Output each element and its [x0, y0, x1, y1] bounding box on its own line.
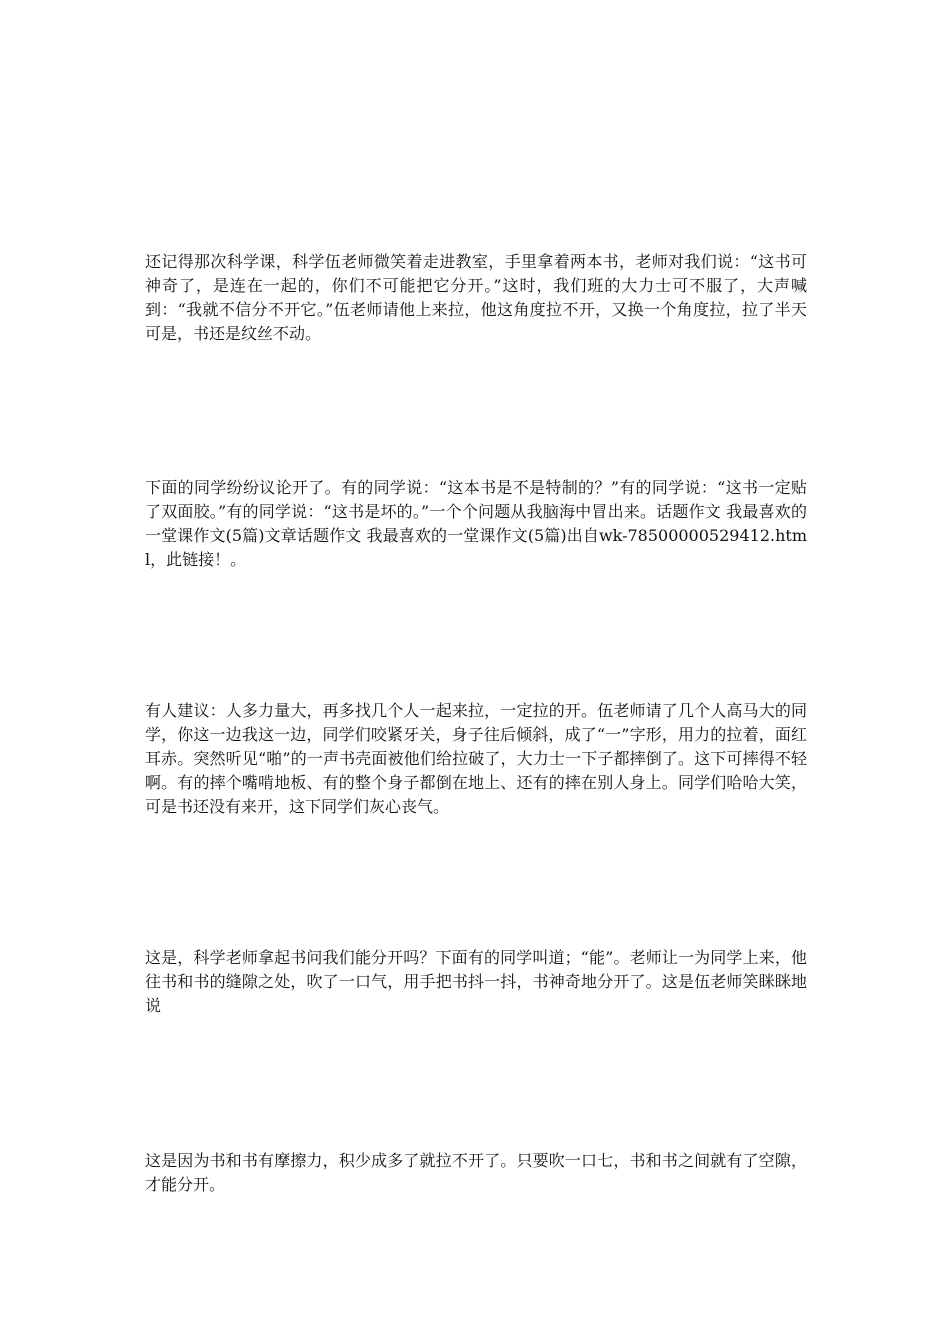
paragraph-group-pulling: 有人建议：人多力量大，再多找几个人一起来拉，一定拉的开。伍老师请了几个人高马大的同学，你这一边我这一边，同学们咬紧牙关，身子往后倾斜，成了“一”字形，用力的拉着，面红耳赤。突然听见“啪”的一声书壳面被他们给拉破了，大力士一下子都摔倒了。这下可摔得不轻啊。有的摔个嘴啃地板、有的整个身子都倒在地上、还有的摔在别人身上。同学们哈哈大笑，可是书还没有来开，这下同学们灰心丧气。	[145, 701, 807, 816]
paragraph-science-class-intro: 还记得那次科学课，科学伍老师微笑着走进教室，手里拿着两本书，老师对我们说：“这书可神奇了，是连在一起的，你们不可能把它分开。”这时，我们班的大力士可不服了，大声喊到：“我就不信分不开它。”伍老师请他上来拉，他这角度拉不开，又换一个角度拉，拉了半天可是，书还是纹丝不动。	[145, 252, 807, 343]
paragraph-teacher-separates-books: 这是，科学老师拿起书问我们能分开吗？下面有的同学叫道；“能”。老师让一为同学上来，他往书和书的缝隙之处，吹了一口气，用手把书抖一抖，书神奇地分开了。这是伍老师笑眯眯地说	[145, 948, 807, 1015]
paragraph-classmates-discussion: 下面的同学纷纷议论开了。有的同学说：“这本书是不是特制的？”有的同学说：“这书一定贴了双面胶。”有的同学说：“这书是坏的。”一个个问题从我脑海中冒出来。话题作文 我最喜欢的一堂课作文(5篇)文章话题作文 我最喜欢的一堂课作文(5篇)出自wk-78500000529412.html，此链接！。	[145, 478, 807, 569]
paragraph-friction-explanation: 这是因为书和书有摩擦力，积少成多了就拉不开了。只要吹一口七，书和书之间就有了空隙，才能分开。	[145, 1151, 807, 1194]
